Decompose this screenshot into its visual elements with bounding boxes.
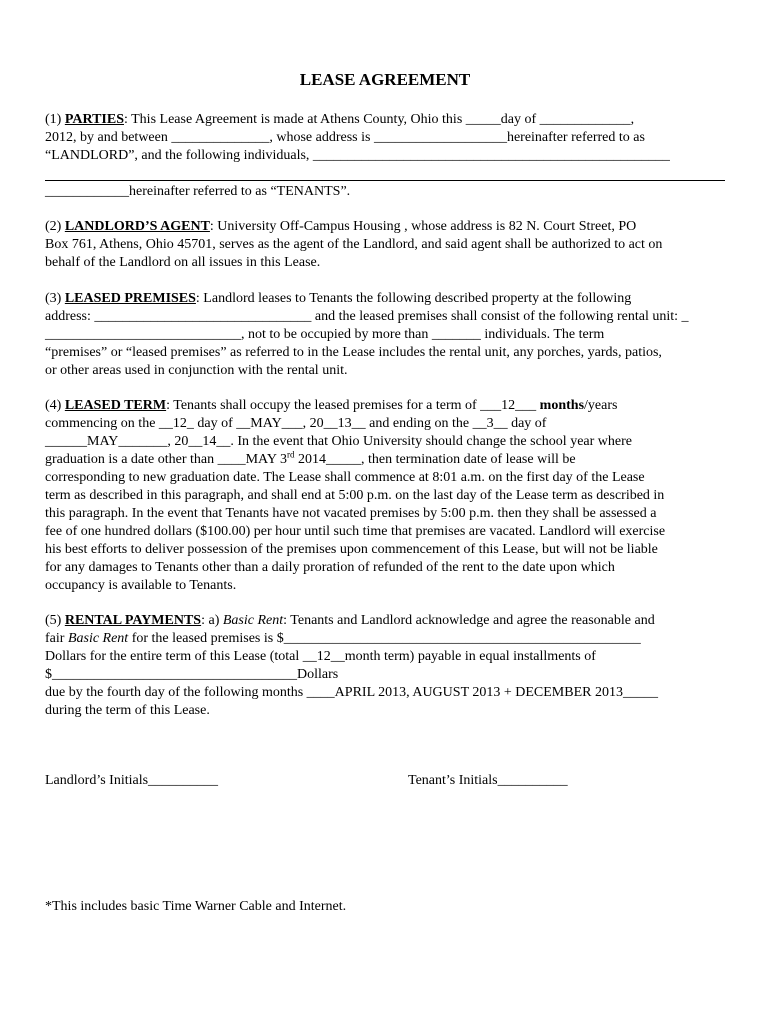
premises-line-2: address: _______________________________ and the leased premises shall consist of the following rental unit: _ — [45, 309, 689, 324]
rent-line-3: Dollars for the entire term of this Lease (total __12__month term) payable in equal installments of — [45, 649, 596, 664]
term-line-6: term as described in this paragraph, and shall end at 5:00 p.m. on the last day of the Lease term as described in — [45, 488, 665, 503]
premises-line-4: “premises” or “leased premises” as referred to in the Lease includes the rental unit, any porches, yards, patios, — [45, 345, 662, 360]
footnote: *This includes basic Time Warner Cable and Internet. — [45, 899, 347, 914]
term-line-1: (4) LEASED TERM: Tenants shall occupy the leased premises for a term of ___12___ months/years — [45, 398, 618, 413]
parties-line-2: 2012, by and between ______________, whose address is ___________________hereinafter referred to as — [45, 130, 645, 145]
premises-heading: LEASED PREMISES — [64, 291, 196, 306]
term-line-4: graduation is a date other than ____MAY 3rd 2014_____, then termination date of lease will be — [45, 449, 576, 467]
premises-line-5: or other areas used in conjunction with the rental unit. — [45, 363, 348, 378]
term-line-10: for any damages to Tenants other than a daily proration of refunded of the rent to the date upon which — [45, 560, 615, 575]
rent-line-5: due by the fourth day of the following months ____APRIL 2013, AUGUST 2013 + DECEMBER 2013_____ — [45, 685, 658, 700]
term-line-2: commencing on the __12_ day of __MAY___, 20__13__ and ending on the __3__ day of — [45, 416, 547, 431]
term-line-7: this paragraph. In the event that Tenants have not vacated premises by 5:00 p.m. then they shall be assessed a — [45, 506, 657, 521]
agent-line-2: Box 761, Athens, Ohio 45701, serves as the agent of the Landlord, and said agent shall be authorized to act on — [45, 237, 663, 252]
parties-line-3: “LANDLORD”, and the following individuals, ___________________________________________________ — [45, 148, 670, 163]
term-line-5: corresponding to new graduation date. The Lease shall commence at 8:01 a.m. on the first day of the Lease — [45, 470, 645, 485]
rent-line-4: $___________________________________Dollars — [45, 667, 339, 682]
rent-line-6: during the term of this Lease. — [45, 703, 210, 718]
premises-line-3: ____________________________, not to be occupied by more than _______ individuals. The term — [45, 327, 605, 342]
tenant-names-blank-line — [45, 180, 725, 181]
landlord-initials-field[interactable]: Landlord’s Initials__________ — [45, 773, 219, 788]
term-line-8: fee of one hundred dollars ($100.00) per hour until such time that premises are vacated. Landlord will exercise — [45, 524, 666, 539]
agent-line-1: (2) LANDLORD’S AGENT: University Off-Campus Housing , whose address is 82 N. Court Street, PO — [45, 219, 637, 234]
term-line-3: ______MAY_______, 20__14__. In the event that Ohio University should change the school year where — [45, 434, 632, 449]
term-heading: LEASED TERM — [64, 398, 167, 413]
parties-line-5: ____________hereinafter referred to as “TENANTS”. — [45, 184, 351, 199]
rent-heading: RENTAL PAYMENTS — [64, 613, 202, 628]
tenant-initials-field[interactable]: Tenant’s Initials__________ — [408, 773, 568, 788]
parties-heading: PARTIES — [64, 112, 124, 127]
agent-heading: LANDLORD’S AGENT — [64, 219, 210, 234]
document-title: LEASE AGREEMENT — [299, 70, 471, 89]
rent-line-1: (5) RENTAL PAYMENTS: a) Basic Rent: Tenants and Landlord acknowledge and agree the reasonable and — [45, 613, 655, 628]
term-line-11: occupancy is available to Tenants. — [45, 578, 237, 593]
term-line-9: his best efforts to deliver possession of the premises upon commencement of this Lease, but will not be liable — [45, 542, 658, 557]
agent-line-3: behalf of the Landlord on all issues in this Lease. — [45, 255, 321, 270]
rent-line-2: fair Basic Rent for the leased premises is $___________________________________________________ — [45, 631, 641, 646]
premises-line-1: (3) LEASED PREMISES: Landlord leases to Tenants the following described property at the following — [45, 291, 632, 306]
parties-line-1: (1) PARTIES: This Lease Agreement is made at Athens County, Ohio this _____day of _____________, — [45, 112, 635, 127]
